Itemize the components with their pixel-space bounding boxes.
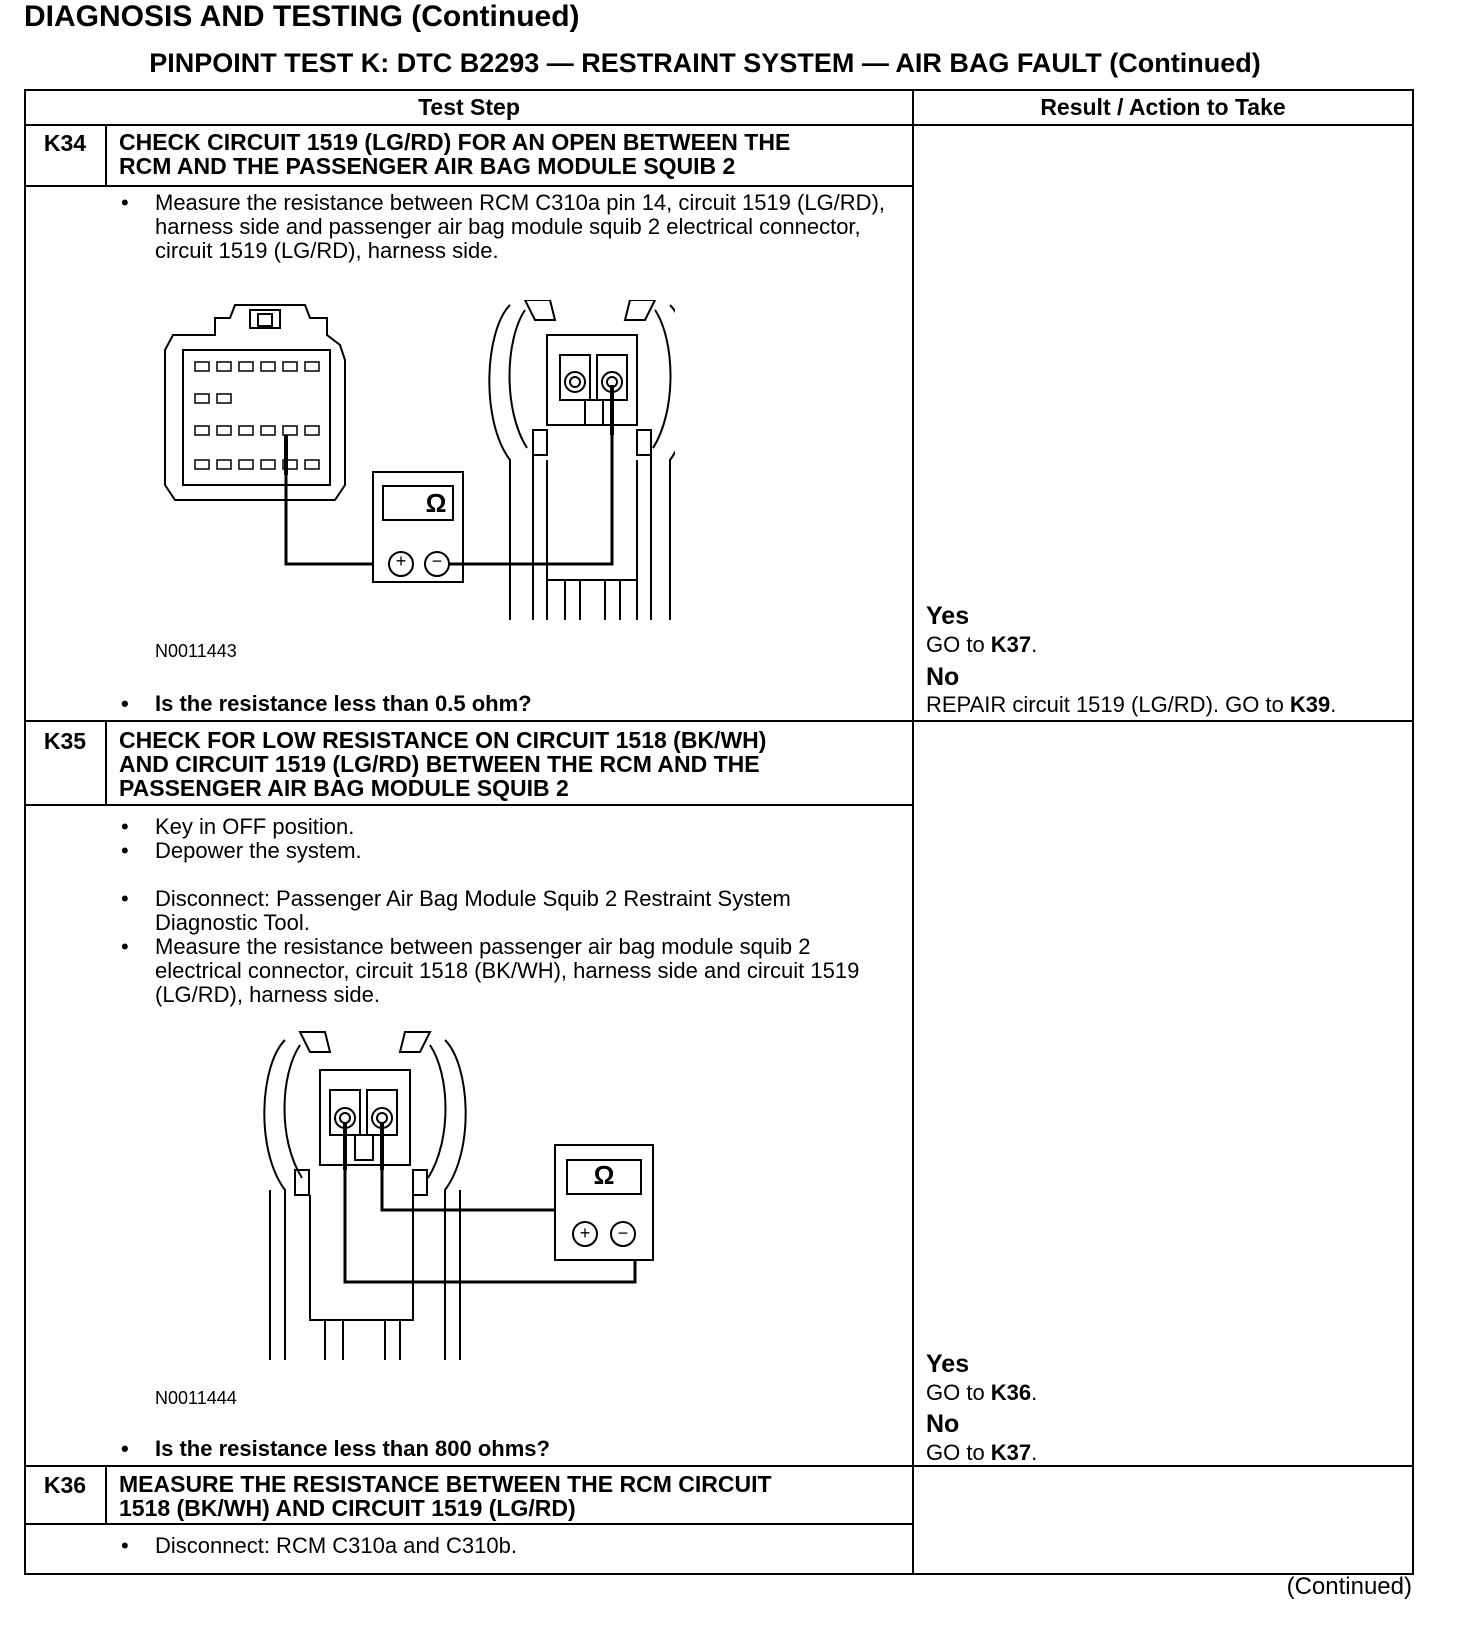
step-bullet: • Disconnect: RCM C310a and C310b. xyxy=(121,1533,517,1558)
result-no: No xyxy=(926,663,960,691)
result-no-action: REPAIR circuit 1519 (LG/RD). GO to K39. xyxy=(926,692,1337,717)
squib-connector-diagram xyxy=(255,1030,675,1370)
ohm-symbol: Ω xyxy=(425,488,447,518)
step-bullet: • Depower the system. xyxy=(121,838,362,863)
step-title-k34: CHECK CIRCUIT 1519 (LG/RD) FOR AN OPEN BETWEEN THE RCM AND THE PASSENGER AIR BAG MODULE SQUIB 2 xyxy=(119,129,791,179)
step-bullet: • Measure the resistance between passenger air bag module squib 2 electrical connector, circuit 1518 (BK/WH), harness side and circuit 1519 (LG/RD), harness side. xyxy=(121,934,860,1007)
meter-plus: + xyxy=(395,551,407,571)
column-header-test-step: Test Step xyxy=(418,94,520,120)
result-yes: Yes xyxy=(926,1350,970,1378)
step-id-k34: K34 xyxy=(43,130,87,156)
result-yes: Yes xyxy=(926,602,970,630)
result-no-action: GO to K37. xyxy=(926,1440,1038,1465)
step-bullet: • Key in OFF position. xyxy=(121,814,355,839)
pinpoint-test-title: PINPOINT TEST K: DTC B2293 — RESTRAINT SYSTEM — AIR BAG FAULT (Continued) xyxy=(149,48,1261,78)
result-yes-action: GO to K37. xyxy=(926,632,1038,657)
step-title-k35: CHECK FOR LOW RESISTANCE ON CIRCUIT 1518 (BK/WH) AND CIRCUIT 1519 (LG/RD) BETWEEN THE RCM AND THE PASSENGER AIR BAG MODULE SQUIB 2 xyxy=(119,727,767,801)
step-id-k35: K35 xyxy=(43,728,87,754)
page-title: DIAGNOSIS AND TESTING (Continued) xyxy=(24,0,580,33)
ohm-symbol: Ω xyxy=(593,1160,615,1190)
step-title-k36: MEASURE THE RESISTANCE BETWEEN THE RCM CIRCUIT 1518 (BK/WH) AND CIRCUIT 1519 (LG/RD) xyxy=(119,1471,772,1521)
step-question: • Is the resistance less than 800 ohms? xyxy=(121,1436,550,1461)
meter-minus: − xyxy=(617,1223,629,1243)
step-bullet: • Disconnect: Passenger Air Bag Module Squib 2 Restraint System Diagnostic Tool. xyxy=(121,886,791,935)
result-no: No xyxy=(926,1410,960,1438)
column-header-result: Result / Action to Take xyxy=(1040,94,1286,120)
figure-id: N0011443 xyxy=(155,641,237,661)
step-bullet: • Measure the resistance between RCM C310a pin 14, circuit 1519 (LG/RD), harness side and passenger air bag module squib 2 electrical connector, circuit 1519 (LG/RD), harness side. xyxy=(121,190,886,263)
result-yes-action: GO to K36. xyxy=(926,1380,1038,1405)
rcm-connector-diagram xyxy=(155,300,675,660)
meter-minus: − xyxy=(431,551,443,571)
continued-label: (Continued) xyxy=(1286,1573,1412,1600)
figure-id: N0011444 xyxy=(155,1388,237,1408)
meter-plus: + xyxy=(579,1223,591,1243)
step-id-k36: K36 xyxy=(43,1472,87,1498)
step-question: • Is the resistance less than 0.5 ohm? xyxy=(121,691,532,716)
